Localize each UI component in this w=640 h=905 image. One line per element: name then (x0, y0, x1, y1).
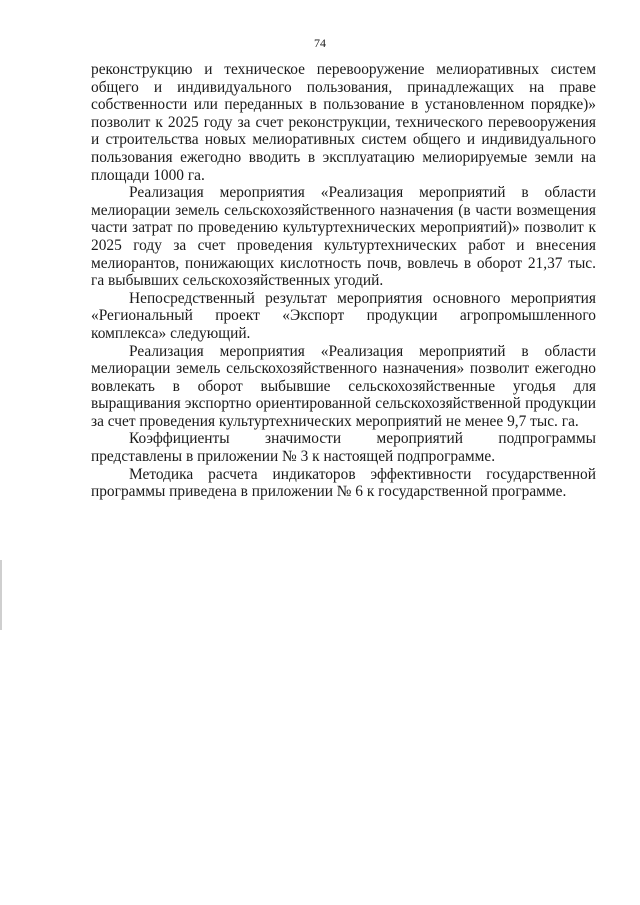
paragraph-continuation: реконструкцию и техническое перевооружение мелиоративных систем общего и индивидуального пользования, принадлежащих на праве собственности или переданных в пользование в установленном порядке)» позволит к 2025 году за счет реконструкции, технического перевооружения и строительства новых мелиоративных систем общего и индивидуального пользования ежегодно вводить в эксплуатацию мелиорируемые земли на площади 1000 га. (91, 61, 596, 184)
paragraph-export-reclamation: Реализация мероприятия «Реализация мероприятий в области мелиорации земель сельскохозяйственного назначения» позволит ежегодно вовлекать в оборот выбывшие сельскохозяйственные угодья для выращивания экспортно ориентированной сельскохозяйственной продукции за счет проведения культуртехнических мероприятий не менее 9,7 тыс. га. (91, 342, 596, 430)
paragraph-methodology: Методика расчета индикаторов эффективности государственной программы приведена в приложении № 6 к государственной программе. (91, 465, 596, 501)
paragraph-regional-project: Непосредственный результат мероприятия основного мероприятия «Региональный проект «Экспорт продукции агропромышленного комплекса» следующий. (91, 289, 596, 342)
paragraph-coefficients: Коэффициенты значимости мероприятий подпрограммы представлены в приложении № 3 к настоящей подпрограмме. (91, 430, 596, 466)
page-number: 74 (314, 36, 326, 50)
document-body (91, 61, 596, 501)
paragraph-cultural-measures: Реализация мероприятия «Реализация мероприятий в области мелиорации земель сельскохозяйственного назначения (в части возмещения части затрат по проведению культуртехнических мероприятий)» позволит к 2025 году за счет проведения культуртехнических работ и внесения мелиорантов, понижающих кислотность почв, вовлечь в оборот 21,37 тыс. га выбывших сельскохозяйственных угодий. (91, 184, 596, 290)
scan-edge-mark (0, 560, 2, 630)
